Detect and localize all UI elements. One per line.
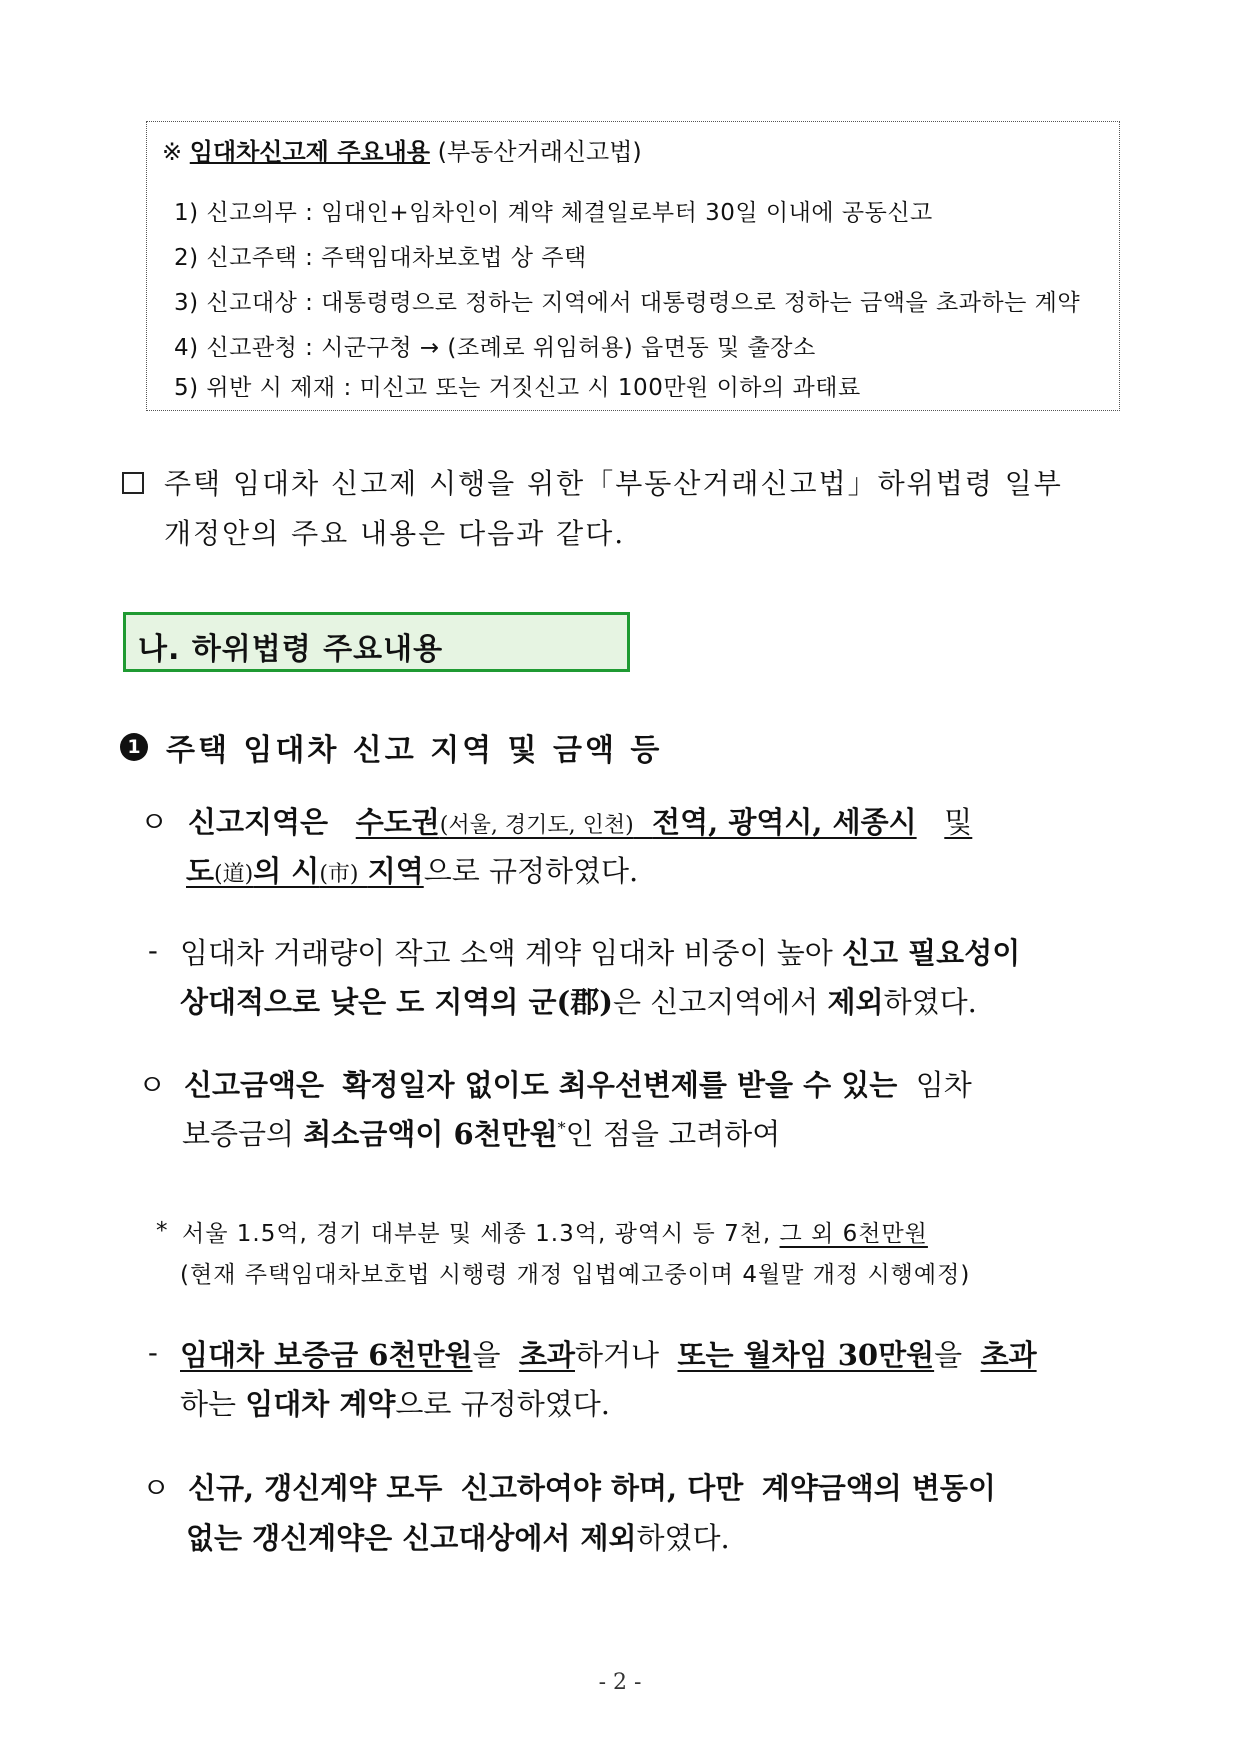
para1-line2 [186,849,638,890]
reference-mark: ※ [162,138,183,166]
para5-line1 [188,1466,996,1507]
para1-t7: (道) [214,862,254,887]
para1-t1: 신고지역은 [188,805,329,839]
para1-t3: (서울, 경기도, 인천) [439,813,634,838]
para3-line2 [182,1112,780,1153]
para3-t3: 임차 [915,1068,972,1102]
para4-t1: 임대차 보증금 6천만원 [180,1338,473,1372]
section-header [123,612,630,672]
para2-t2: 신고 필요성이 [842,936,1021,970]
summary-item-4: 4) 신고관청 : 시군구청 → (조례로 위임허용) 읍면동 및 출장소 [174,335,816,361]
para4-line1 [180,1333,1037,1374]
para5-line2 [186,1516,730,1557]
para2-t4: 은 신고지역에서 [613,985,819,1019]
para1-t4: 전역, 광역시, 세종시 [652,805,917,839]
number-circle-icon: 1 [120,733,148,761]
para5-t3: 계약금액의 변동이 [761,1471,996,1505]
para2-t1: 임대차 거래량이 작고 소액 계약 임대차 비중이 높아 [180,936,833,970]
note-t1: 서울 1.5억, 경기 대부분 및 세종 1.3억, 광역시 등 7천, [182,1221,772,1247]
para1-t9: (市) [319,862,359,887]
note-mark: * [156,1218,169,1244]
para1-t8: 의 시 [253,854,320,888]
page-number: - 2 - [598,1670,642,1695]
para2-t6: 하였다. [883,985,977,1019]
para2-line2 [180,980,977,1021]
note-line2: (현재 주택임대차보호법 시행령 개정 입법예고중이며 4월말 개정 시행예정) [180,1262,971,1288]
summary-item-3: 3) 신고대상 : 대통령령으로 정하는 지역에서 대통령령으로 정하는 금액을 초과하는 계약 [174,290,1081,316]
summary-item-2: 2) 신고주택 : 주택임대차보호법 상 주택 [174,245,587,271]
para2-line1 [180,931,1020,972]
para3-t7: 인 점을 고려하여 [565,1117,781,1151]
para4-t9: 임대차 계약 [245,1387,396,1421]
para4-t2: 을 [472,1338,501,1372]
checkbox-icon [122,472,144,494]
para4-bullet: - [148,1335,158,1369]
para3-t4: 보증금의 [182,1117,295,1151]
para3-t6: * [557,1118,566,1138]
para5-t1: 신규, 갱신계약 모두 [188,1471,443,1505]
heading-title: 주택 임대차 신고 지역 및 금액 등 [166,733,663,768]
intro-line-2: 개정안의 주요 내용은 다음과 같다. [164,517,626,550]
para4-t4: 하거나 [574,1338,660,1372]
para1-t5: 및 [944,805,973,839]
para4-t5: 또는 월차임 30만원 [677,1338,935,1372]
para1-bullet: ㅇ [140,805,169,839]
para4-t10: 으로 규정하였다. [395,1387,610,1421]
para2-t5: 제외 [827,985,884,1019]
para5-t4: 없는 갱신계약은 신고대상에서 제외 [186,1521,637,1555]
para5-bullet: ㅇ [142,1471,171,1505]
summary-title [162,132,642,167]
para4-t6: 을 [934,1338,963,1372]
para3-t5: 최소금액이 6천만원 [303,1117,558,1151]
intro-line-1: 주택 임대차 신고제 시행을 위한「부동산거래신고법」하위법령 일부 [164,467,1063,500]
para3-bullet: ㅇ [138,1068,167,1102]
para1-t6: 도 [186,854,215,888]
para3-t1: 신고금액은 [184,1068,325,1102]
para2-bullet: - [148,933,158,967]
summary-item-1: 1) 신고의무 : 임대인+임차인이 계약 체결일로부터 30일 이내에 공동신고 [174,200,933,226]
summary-item-5: 5) 위반 시 제재 : 미신고 또는 거짓신고 시 100만원 이하의 과태료 [174,375,861,401]
para1-t2: 수도권 [355,805,440,839]
para3-line1 [184,1063,972,1104]
para3-t2: 확정일자 없이도 최우선변제를 받을 수 있는 [342,1068,898,1102]
para1-t10: 지역 [367,854,424,888]
summary-title-text: 임대차신고제 주요내용 [189,138,430,166]
para4-t7: 초과 [980,1338,1037,1372]
para1-t11: 으로 규정하였다. [423,854,639,888]
note-line1 [182,1215,928,1248]
section-title: 나. 하위법령 주요내용 [138,632,444,667]
para4-t3: 초과 [518,1338,575,1372]
para4-t8: 하는 [180,1387,237,1421]
summary-subtitle: (부동산거래신고법) [437,138,642,166]
para1-line1 [188,800,972,841]
note-t2: 그 외 6천만원 [779,1221,928,1247]
para4-line2 [180,1382,610,1423]
para5-t2: 신고하여야 하며, 다만 [460,1471,744,1505]
para5-t5: 하였다. [636,1521,730,1555]
para2-t3: 상대적으로 낮은 도 지역의 군(郡) [180,985,613,1019]
